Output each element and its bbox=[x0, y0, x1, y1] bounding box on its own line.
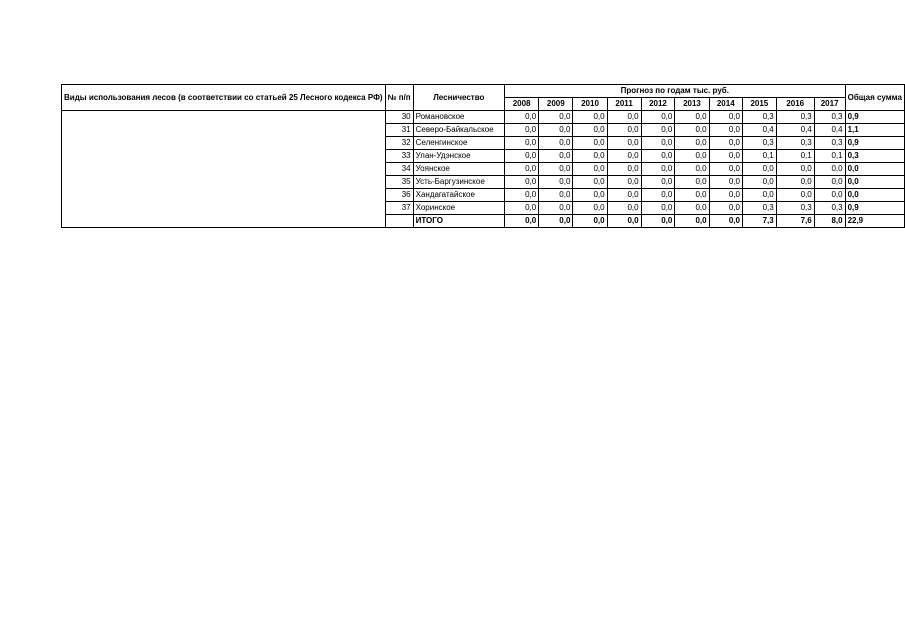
year-value: 0,0 bbox=[607, 163, 641, 176]
year-value: 0,0 bbox=[607, 176, 641, 189]
year-header: 2014 bbox=[709, 98, 742, 111]
year-value: 0,3 bbox=[776, 137, 814, 150]
year-value: 0,0 bbox=[539, 163, 573, 176]
year-value: 0,0 bbox=[742, 163, 776, 176]
forestry-name: Селенгинское bbox=[413, 137, 504, 150]
year-value: 0,0 bbox=[675, 202, 709, 215]
total-year-value: 7,6 bbox=[776, 215, 814, 228]
year-value: 0,0 bbox=[505, 124, 539, 137]
year-value: 0,0 bbox=[573, 137, 607, 150]
year-value: 0,0 bbox=[573, 124, 607, 137]
year-value: 0,0 bbox=[573, 202, 607, 215]
total-year-value: 0,0 bbox=[641, 215, 675, 228]
year-value: 0,0 bbox=[539, 189, 573, 202]
forestry-name: Северо-Байкальское bbox=[413, 124, 504, 137]
year-value: 0,0 bbox=[709, 150, 742, 163]
year-value: 0,0 bbox=[505, 137, 539, 150]
column-header-npp: № п/п bbox=[385, 85, 413, 111]
year-value: 0,4 bbox=[742, 124, 776, 137]
year-value: 0,0 bbox=[641, 137, 675, 150]
kind-cell bbox=[62, 111, 386, 228]
row-sum: 0,3 bbox=[845, 150, 904, 163]
year-value: 0,3 bbox=[814, 111, 845, 124]
year-value: 0,0 bbox=[641, 176, 675, 189]
table-row bbox=[62, 111, 905, 124]
year-value: 0,0 bbox=[709, 163, 742, 176]
row-number: 32 bbox=[385, 137, 413, 150]
year-value: 0,0 bbox=[641, 124, 675, 137]
year-value: 0,0 bbox=[814, 189, 845, 202]
year-header: 2009 bbox=[539, 98, 573, 111]
row-number: 30 bbox=[385, 111, 413, 124]
year-value: 0,0 bbox=[709, 111, 742, 124]
year-value: 0,0 bbox=[641, 202, 675, 215]
forestry-name: Усть-Баргузинское bbox=[413, 176, 504, 189]
total-year-value: 0,0 bbox=[607, 215, 641, 228]
row-number: 36 bbox=[385, 189, 413, 202]
year-value: 0,0 bbox=[573, 111, 607, 124]
row-sum: 0,9 bbox=[845, 111, 904, 124]
total-year-value: 0,0 bbox=[539, 215, 573, 228]
year-value: 0,0 bbox=[573, 176, 607, 189]
year-header: 2017 bbox=[814, 98, 845, 111]
year-value: 0,0 bbox=[675, 137, 709, 150]
year-value: 0,0 bbox=[776, 163, 814, 176]
row-sum: 0,0 bbox=[845, 189, 904, 202]
column-header-total: Общая сумма bbox=[845, 85, 904, 111]
year-value: 0,1 bbox=[776, 150, 814, 163]
year-header: 2016 bbox=[776, 98, 814, 111]
year-value: 0,0 bbox=[709, 124, 742, 137]
total-year-value: 0,0 bbox=[573, 215, 607, 228]
year-value: 0,0 bbox=[505, 163, 539, 176]
total-year-value: 0,0 bbox=[505, 215, 539, 228]
row-sum: 1,1 bbox=[845, 124, 904, 137]
year-value: 0,0 bbox=[539, 202, 573, 215]
year-value: 0,0 bbox=[709, 137, 742, 150]
year-header: 2013 bbox=[675, 98, 709, 111]
row-sum: 0,0 bbox=[845, 163, 904, 176]
year-value: 0,0 bbox=[505, 176, 539, 189]
column-header-kind: Виды использования лесов (в соответствии со статьей 25 Лесного кодекса РФ) bbox=[62, 85, 386, 111]
total-sum: 22,9 bbox=[845, 215, 904, 228]
year-value: 0,0 bbox=[776, 176, 814, 189]
year-value: 0,0 bbox=[607, 202, 641, 215]
forecast-table bbox=[61, 84, 905, 228]
year-value: 0,0 bbox=[607, 189, 641, 202]
year-value: 0,0 bbox=[607, 150, 641, 163]
row-number: 33 bbox=[385, 150, 413, 163]
year-value: 0,0 bbox=[814, 176, 845, 189]
year-value: 0,0 bbox=[675, 111, 709, 124]
header-row-top bbox=[62, 85, 905, 98]
year-value: 0,0 bbox=[607, 124, 641, 137]
year-value: 0,0 bbox=[539, 111, 573, 124]
total-year-value: 0,0 bbox=[675, 215, 709, 228]
year-value: 0,0 bbox=[641, 150, 675, 163]
year-value: 0,0 bbox=[742, 176, 776, 189]
year-value: 0,1 bbox=[742, 150, 776, 163]
year-value: 0,3 bbox=[742, 137, 776, 150]
year-value: 0,0 bbox=[675, 189, 709, 202]
year-value: 0,3 bbox=[776, 202, 814, 215]
row-number: 35 bbox=[385, 176, 413, 189]
year-value: 0,0 bbox=[742, 189, 776, 202]
total-year-value: 8,0 bbox=[814, 215, 845, 228]
year-value: 0,3 bbox=[742, 202, 776, 215]
row-number: 37 bbox=[385, 202, 413, 215]
year-value: 0,0 bbox=[505, 189, 539, 202]
row-sum: 0,9 bbox=[845, 202, 904, 215]
total-label: ИТОГО bbox=[413, 215, 504, 228]
year-value: 0,0 bbox=[505, 150, 539, 163]
row-sum: 0,9 bbox=[845, 137, 904, 150]
column-header-forestry: Лесничество bbox=[413, 85, 504, 111]
row-number: 31 bbox=[385, 124, 413, 137]
year-value: 0,0 bbox=[776, 189, 814, 202]
year-value: 0,4 bbox=[814, 124, 845, 137]
years-caption: Прогноз по годам тыс. руб. bbox=[505, 85, 846, 98]
year-value: 0,0 bbox=[505, 202, 539, 215]
forestry-name: Хандагатайское bbox=[413, 189, 504, 202]
year-header: 2011 bbox=[607, 98, 641, 111]
year-value: 0,0 bbox=[709, 189, 742, 202]
year-value: 0,0 bbox=[675, 163, 709, 176]
year-value: 0,0 bbox=[539, 137, 573, 150]
forestry-name: Уоянское bbox=[413, 163, 504, 176]
year-value: 0,0 bbox=[675, 176, 709, 189]
year-value: 0,0 bbox=[641, 163, 675, 176]
year-value: 0,3 bbox=[742, 111, 776, 124]
year-value: 0,0 bbox=[573, 163, 607, 176]
year-value: 0,3 bbox=[776, 111, 814, 124]
year-value: 0,0 bbox=[539, 124, 573, 137]
year-header: 2015 bbox=[742, 98, 776, 111]
year-value: 0,0 bbox=[505, 111, 539, 124]
row-number: 34 bbox=[385, 163, 413, 176]
year-value: 0,0 bbox=[675, 124, 709, 137]
year-value: 0,0 bbox=[641, 189, 675, 202]
table-body bbox=[62, 111, 905, 228]
year-value: 0,3 bbox=[814, 137, 845, 150]
year-value: 0,0 bbox=[573, 150, 607, 163]
total-year-value: 7,3 bbox=[742, 215, 776, 228]
row-sum: 0,0 bbox=[845, 176, 904, 189]
forestry-name: Романовское bbox=[413, 111, 504, 124]
year-value: 0,0 bbox=[814, 163, 845, 176]
forestry-name: Хоринское bbox=[413, 202, 504, 215]
year-header: 2012 bbox=[641, 98, 675, 111]
year-value: 0,0 bbox=[709, 176, 742, 189]
year-header: 2010 bbox=[573, 98, 607, 111]
year-value: 0,0 bbox=[607, 111, 641, 124]
year-value: 0,0 bbox=[709, 202, 742, 215]
forestry-name: Улан-Удэнское bbox=[413, 150, 504, 163]
year-value: 0,0 bbox=[539, 176, 573, 189]
year-value: 0,3 bbox=[814, 202, 845, 215]
year-value: 0,0 bbox=[675, 150, 709, 163]
year-value: 0,0 bbox=[539, 150, 573, 163]
year-value: 0,0 bbox=[607, 137, 641, 150]
year-value: 0,0 bbox=[641, 111, 675, 124]
total-year-value: 0,0 bbox=[709, 215, 742, 228]
total-number-cell bbox=[385, 215, 413, 228]
year-value: 0,4 bbox=[776, 124, 814, 137]
year-value: 0,0 bbox=[573, 189, 607, 202]
year-value: 0,1 bbox=[814, 150, 845, 163]
year-header: 2008 bbox=[505, 98, 539, 111]
